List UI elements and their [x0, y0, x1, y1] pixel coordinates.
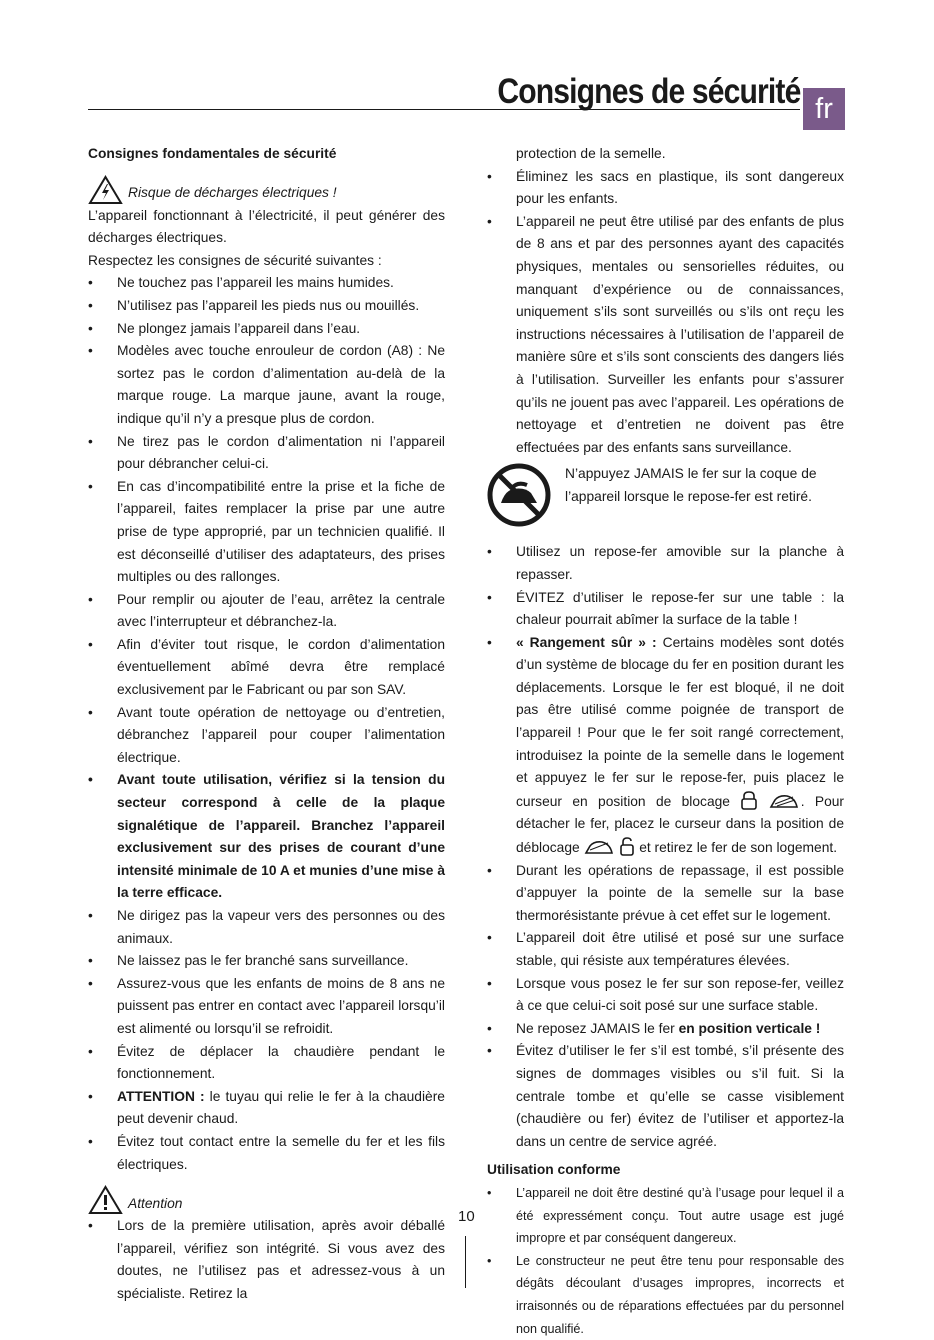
iron-rest-list	[487, 541, 844, 1153]
voltage-item: • Avant toute utilisation, vérifiez si la tension du secteur correspond à celle de la plaque signalétique de l’appareil. Branchez l’appareil exclusivement sur des prises de courant d’une intensité minimale de 10 A et munies d’une mise à la terre efficace.	[88, 769, 445, 905]
list-item: • Ne tirez pas le cordon d’alimentation ni l’appareil pour débrancher celui-ci.	[88, 431, 445, 476]
safety-list	[88, 272, 445, 1176]
iron-locked-icon	[769, 792, 801, 810]
no-iron-on-casing-icon	[487, 463, 551, 527]
unlock-icon	[619, 836, 635, 856]
section-heading: Consignes fondamentales de sécurité	[88, 146, 337, 161]
usage-list	[487, 1182, 844, 1340]
lock-icon	[740, 790, 758, 810]
list-item: • Utilisez un repose-fer amovible sur la planche à repasser.	[487, 541, 844, 586]
page-number: 10	[458, 1208, 475, 1225]
list-item: • Évitez de déplacer la chaudière pendant le fonctionnement.	[88, 1041, 445, 1086]
list-item: • Durant les opérations de repassage, il est possible d’appuyer la pointe de la semelle sur la base thermorésistante prévue à cet effet sur le logement.	[487, 860, 844, 928]
vertical-prefix: Ne reposez JAMAIS le fer	[516, 1020, 679, 1036]
list-item: • Évitez d’utiliser le fer s’il est tombé, s’il présente des signes de dommages visibles ou s’il fuit. Si la centrale tombe et qu’elle se casse visiblement (chaudière ou fer) évitez de l’utiliser et apportez-la dans un centre de service agréé.	[487, 1040, 844, 1153]
first-use-list	[88, 1215, 445, 1305]
storage-text-2: . Pour détacher le fer, placez le curseur dans la position de déblocage	[516, 793, 845, 856]
list-item: • ÉVITEZ d’utiliser le repose-fer sur une table : la chaleur pourrait abîmer la surface de la table !	[487, 587, 844, 632]
attention-label: ATTENTION :	[117, 1088, 205, 1104]
list-item: • Ne touchez pas l’appareil les mains humides.	[88, 272, 445, 295]
list-item: • Afin d’éviter tout risque, le cordon d’alimentation éventuellement abîmé devra être remplacé exclusivement par le Fabricant ou par son SAV.	[88, 634, 445, 702]
list-item: • Ne dirigez pas la vapeur vers des personnes ou des animaux.	[88, 905, 445, 950]
attention-item	[88, 1086, 445, 1131]
storage-label: « Rangement sûr » :	[516, 634, 657, 650]
page-title: Consignes de sécurité	[496, 72, 800, 111]
usage-heading: Utilisation conforme	[487, 1162, 621, 1178]
page-divider	[465, 1236, 466, 1288]
list-item: • Éliminez les sacs en plastique, ils sont dangereux pour les enfants.	[487, 166, 844, 211]
shock-warning	[88, 171, 445, 205]
vertical-item	[487, 1018, 844, 1041]
list-item: • L’appareil ne doit être destiné qu’à l’usage pour lequel il a été expressément conçu. Tout autre usage est jugé impropre et par conséquent dangereux.	[487, 1182, 844, 1250]
language-badge: fr	[803, 88, 845, 130]
list-item: • Le constructeur ne peut être tenu pour responsable des dégâts découlant d’usages impropres, incorrects et irraisonnés ou de réparations effectuées par du personnel non qualifié.	[487, 1250, 844, 1340]
shock-warning-text: Risque de décharges électriques !	[128, 185, 337, 200]
intro-text: L’appareil fonctionnant à l’électricité, il peut générer des décharges électriques.	[88, 207, 445, 246]
storage-item	[487, 632, 844, 860]
list-item: • Lorsque vous posez le fer sur son repose-fer, veillez à ce que celui-ci soit posé sur une surface stable.	[487, 973, 844, 1018]
right-column	[487, 143, 844, 1340]
left-column	[88, 143, 445, 1306]
list-item: • Modèles avec touche enrouleur de cordon (A8) : Ne sortez pas le cordon d’alimentation au-delà de la marque rouge. La marque jaune, avant la rouge, indique qu’il n’y a presque plus de cordon.	[88, 340, 445, 430]
continuation-text: protection de la semelle.	[516, 146, 666, 161]
warning-icon	[88, 1185, 123, 1215]
vertical-bold: en position verticale !	[678, 1020, 821, 1036]
list-item: • Ne plongez jamais l’appareil dans l’eau.	[88, 318, 445, 341]
attention-heading: Attention	[128, 1195, 183, 1211]
list-item: • Lors de la première utilisation, après avoir déballé l’appareil, vérifiez son intégrité. Si vous avez des doutes, ne l’utilisez pas et adressez-vous à un spécialiste. Retirez la	[88, 1215, 445, 1305]
list-item: • L’appareil doit être utilisé et posé sur une surface stable, qui résiste aux températures élevées.	[487, 927, 844, 972]
storage-text-3: et retirez le fer de son logement.	[635, 840, 838, 856]
list-item: • Pour remplir ou ajouter de l’eau, arrêtez la centrale avec l’interrupteur et débranchez-la.	[88, 589, 445, 634]
iron-released-icon	[584, 838, 616, 856]
list-item: • Avant toute opération de nettoyage ou d’entretien, débranchez l’appareil pour couper l’alimentation électrique.	[88, 702, 445, 770]
electric-shock-warning-icon	[88, 175, 123, 205]
list-item: • Évitez tout contact entre la semelle du fer et les fils électriques.	[88, 1131, 445, 1176]
intro-text-2: Respectez les consignes de sécurité suivantes :	[88, 252, 382, 268]
list-item: • Ne laissez pas le fer branché sans surveillance.	[88, 950, 445, 973]
attention-text: le tuyau qui relie le fer à la chaudière peut devenir chaud.	[117, 1088, 445, 1127]
iron-notice	[487, 463, 844, 527]
attention-warning	[88, 1181, 445, 1215]
safety-list-continued	[487, 166, 844, 460]
storage-text: Certains modèles sont dotés d’un système de blocage du fer en position durant les déplacements. Lorsque le fer est bloqué, il ne doit pas être utilisé comme poignée de transport de l’appareil ! Pour que le fer soit rangé correctement, introduisez la pointe de la semelle dans le logement et appuyez le fer sur le repose-fer, puis placez le curseur en position de blocage	[516, 634, 844, 809]
list-item: • En cas d’incompatibilité entre la prise et la fiche de l’appareil, faites remplacer la prise par une autre prise de type approprié, par un technicien qualifié. Il est déconseillé d’utiliser des adaptateurs, des prises multiples ou des rallonges.	[88, 476, 445, 589]
list-item: • N’utilisez pas l’appareil les pieds nus ou mouillés.	[88, 295, 445, 318]
list-item: • Assurez-vous que les enfants de moins de 8 ans ne puissent pas entrer en contact avec l’appareil lorsqu’il est alimenté ou lorsqu’il se refroidit.	[88, 973, 445, 1041]
iron-notice-text: N’appuyez JAMAIS le fer sur la coque de l’appareil lorsque le repose-fer est retiré.	[565, 466, 817, 504]
list-item: • L’appareil ne peut être utilisé par des enfants de plus de 8 ans et par des personnes ayant des capacités physiques, mentales ou sensorielles réduites, ou manquant d’expérience ou de connaissances, uniquement s’ils sont surveillés ou s’ils ont reçu les instructions nécessaires à l’utilisation de l’appareil de manière sûre et s’ils sont conscients des dangers liés à l’utilisation. Surveiller les enfants pour s’assurer qu’ils ne jouent pas avec l’appareil. Les opérations de nettoyage et d’entretien ne doivent pas être effectuées par des enfants sans surveillance.	[487, 211, 844, 460]
